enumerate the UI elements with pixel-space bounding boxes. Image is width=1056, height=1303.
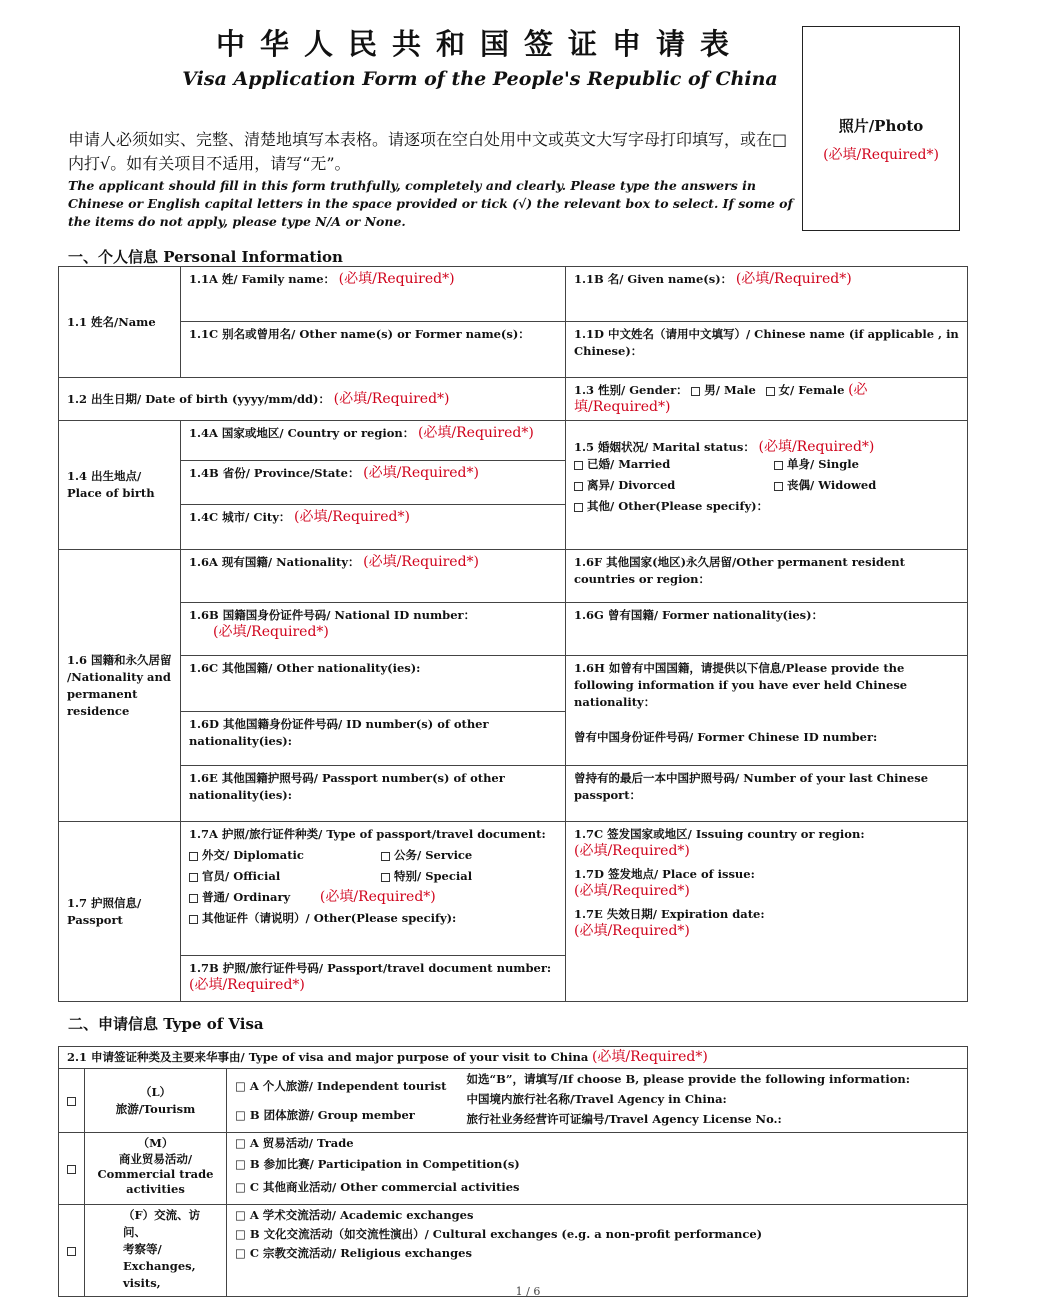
- province-field[interactable]: 1.4B 省份/ Province/State： (必填/Required*): [181, 461, 566, 505]
- personal-info-table: [58, 266, 968, 1002]
- intro-cn: 申请人必须如实、完整、清楚地填写本表格。请逐项在空白处用中文或英文大写字母打印填写，或在□内打√。如有关项目不适用，请写“无”。: [68, 130, 788, 173]
- photo-required: (必填/Required*): [823, 147, 939, 163]
- divorced-checkbox[interactable]: [574, 482, 583, 491]
- form-title-cn: 中华人民共和国签证申请表: [215, 27, 744, 61]
- required-mark: (必填/Required*): [338, 271, 455, 287]
- passport-number-field[interactable]: 1.7B 护照/旅行证件号码/ Passport/travel document number: (必填/Required*): [181, 956, 566, 1002]
- chinese-name-field[interactable]: 1.1D 中文姓名（请用中文填写）/ Chinese name (if applicable , in Chinese)：: [566, 322, 968, 378]
- passport-other-checkbox[interactable]: [189, 915, 198, 924]
- dob-field[interactable]: 1.2 出生日期/ Date of birth (yyyy/mm/dd)： (必填/Required*): [59, 378, 566, 421]
- required-mark: (必填/Required*): [213, 624, 329, 640]
- national-id-field[interactable]: 1.6B 国籍国身份证件号码/ National ID number： (必填/Required*): [181, 603, 566, 656]
- required-mark: (必填/Required*): [294, 509, 410, 525]
- widowed-checkbox[interactable]: [774, 482, 783, 491]
- intro-en: The applicant should fill in this form truthfully, completely and clearly. Please type the answers in Chinese or English capital letters in the space provided or tick (√) the relevant box to select. If some of the items do not apply, please type N/A or None.: [68, 178, 793, 229]
- gender-field[interactable]: 1.3 性别/ Gender： 男/ Male 女/ Female (必填/Required*): [566, 378, 968, 421]
- exchange-label: （F）交流、访问、 考察等/ Exchanges, visits,: [85, 1205, 227, 1297]
- other-nationality-passport-field[interactable]: 1.6E 其他国籍护照号码/ Passport number(s) of other nationality(ies):: [181, 766, 566, 822]
- visa-type-table: [58, 1046, 968, 1297]
- required-mark: (必填/Required*): [574, 883, 690, 899]
- required-mark: (必填/Required*): [735, 271, 852, 287]
- commercial-options[interactable]: □ A 贸易活动/ Trade □ B 参加比赛/ Participation in Competition(s) □ C 其他商业活动/ Other commercial activities: [227, 1133, 968, 1205]
- former-nationality-field[interactable]: 1.6G 曾有国籍/ Former nationality(ies)：: [566, 603, 968, 656]
- exchange-checkbox-cell[interactable]: [59, 1205, 85, 1297]
- marital-field[interactable]: 1.5 婚姻状况/ Marital status： (必填/Required*) 已婚/ Married 单身/ Single 离异/ Divorced 丧偶/ Widowed 其他/ Other(Please specify)：: [566, 421, 968, 550]
- nationality-label: 1.6 国籍和永久居留 /Nationality and permanent residence: [59, 550, 181, 822]
- required-mark: (必填/Required*): [333, 390, 450, 407]
- city-field[interactable]: 1.4C 城市/ City： (必填/Required*): [181, 505, 566, 550]
- name-label: 1.1 姓名/Name: [59, 267, 181, 378]
- other-nationality-id-field[interactable]: 1.6D 其他国籍身份证件号码/ ID number(s) of other nationality(ies):: [181, 712, 566, 766]
- required-mark: (必填/Required*): [574, 843, 690, 859]
- required-mark: (必填/Required*): [417, 425, 534, 441]
- other-pr-field[interactable]: 1.6F 其他国家(地区)永久居留/Other permanent resident countries or region：: [566, 550, 968, 603]
- visa-purpose-question: 2.1 申请签证种类及主要来华事由/ Type of visa and major purpose of your visit to China (必填/Required*): [59, 1047, 968, 1069]
- required-mark: (必填/Required*): [574, 923, 690, 939]
- required-mark: (必填/Required*): [758, 439, 875, 455]
- section2-heading: 二、申请信息 Type of Visa: [68, 1015, 264, 1033]
- photo-label: 照片/Photo: [838, 117, 924, 135]
- section1-heading: 一、个人信息 Personal Information: [68, 248, 343, 266]
- special-checkbox[interactable]: [381, 873, 390, 882]
- tourism-options[interactable]: □ A 个人旅游/ Independent tourist □ B 团体旅游/ Group member: [227, 1069, 459, 1133]
- family-name-field[interactable]: 1.1A 姓/ Family name： (必填/Required*): [181, 267, 566, 322]
- commercial-checkbox[interactable]: [67, 1165, 76, 1174]
- female-checkbox[interactable]: [766, 387, 775, 396]
- required-mark: (必填/Required*): [591, 1049, 708, 1065]
- country-field[interactable]: 1.4A 国家或地区/ Country or region： (必填/Required*): [181, 421, 566, 461]
- given-name-field[interactable]: 1.1B 名/ Given name(s)： (必填/Required*): [566, 267, 968, 322]
- passport-type-field[interactable]: 1.7A 护照/旅行证件种类/ Type of passport/travel document: 外交/ Diplomatic 公务/ Service 官员/ Official 特别/ Special 普通/ Ordinary (必填/Required*) 其他证件（请说明）/ Other(Please specify):: [181, 822, 566, 956]
- marital-other-checkbox[interactable]: [574, 503, 583, 512]
- pob-label: 1.4 出生地点/ Place of birth: [59, 421, 181, 550]
- other-nationality-field[interactable]: 1.6C 其他国籍/ Other nationality(ies):: [181, 656, 566, 712]
- exchange-checkbox[interactable]: [67, 1247, 76, 1256]
- required-mark: (必填/Required*): [363, 465, 479, 481]
- tourism-checkbox-cell[interactable]: [59, 1069, 85, 1133]
- commercial-label: （M） 商业贸易活动/ Commercial trade activities: [85, 1133, 227, 1205]
- passport-issue-field[interactable]: 1.7C 签发国家或地区/ Issuing country or region: (必填/Required*) 1.7D 签发地点/ Place of issue: (必填/Required*) 1.7E 失效日期/ Expiration date: (必填/Required*): [566, 822, 968, 1002]
- commercial-checkbox-cell[interactable]: [59, 1133, 85, 1205]
- tourism-label: （L） 旅游/Tourism: [85, 1069, 227, 1133]
- single-checkbox[interactable]: [774, 461, 783, 470]
- exchange-options[interactable]: □ A 学术交流活动/ Academic exchanges □ B 文化交流活动（如交流性演出）/ Cultural exchanges (e.g. a non-profit performance) □ C 宗教交流活动/ Religious exchanges: [227, 1205, 968, 1297]
- passport-label: 1.7 护照信息/ Passport: [59, 822, 181, 1002]
- former-chinese-field[interactable]: 1.6H 如曾有中国国籍，请提供以下信息/Please provide the following information if you have ever held Chinese nationality： 曾有中国身份证件号码/ Former Chinese ID number:: [566, 656, 968, 766]
- married-checkbox[interactable]: [574, 461, 583, 470]
- diplomatic-checkbox[interactable]: [189, 852, 198, 861]
- page-number: 1 / 6: [515, 1285, 541, 1298]
- male-checkbox[interactable]: [691, 387, 700, 396]
- required-mark: (必填/Required*): [319, 889, 436, 905]
- ordinary-checkbox[interactable]: [189, 894, 198, 903]
- last-chinese-passport-field[interactable]: 曾持有的最后一本中国护照号码/ Number of your last Chinese passport：: [566, 766, 968, 822]
- nationality-field[interactable]: 1.6A 现有国籍/ Nationality： (必填/Required*): [181, 550, 566, 603]
- required-mark: (必填/Required*): [574, 382, 868, 415]
- form-title-en: Visa Application Form of the People's Republic of China: [182, 68, 778, 90]
- required-mark: (必填/Required*): [363, 554, 480, 570]
- other-name-field[interactable]: 1.1C 别名或曾用名/ Other name(s) or Former name(s)：: [181, 322, 566, 378]
- official-checkbox[interactable]: [189, 873, 198, 882]
- service-checkbox[interactable]: [381, 852, 390, 861]
- tourism-notes[interactable]: 如选“B”，请填写/If choose B, please provide the following information: 中国境内旅行社名称/Travel Agency in China: 旅行社业务经营许可证编号/Travel Agency License No.:: [459, 1069, 968, 1133]
- photo-box[interactable]: [802, 26, 960, 231]
- required-mark: (必填/Required*): [189, 977, 305, 993]
- tourism-checkbox[interactable]: [67, 1097, 76, 1106]
